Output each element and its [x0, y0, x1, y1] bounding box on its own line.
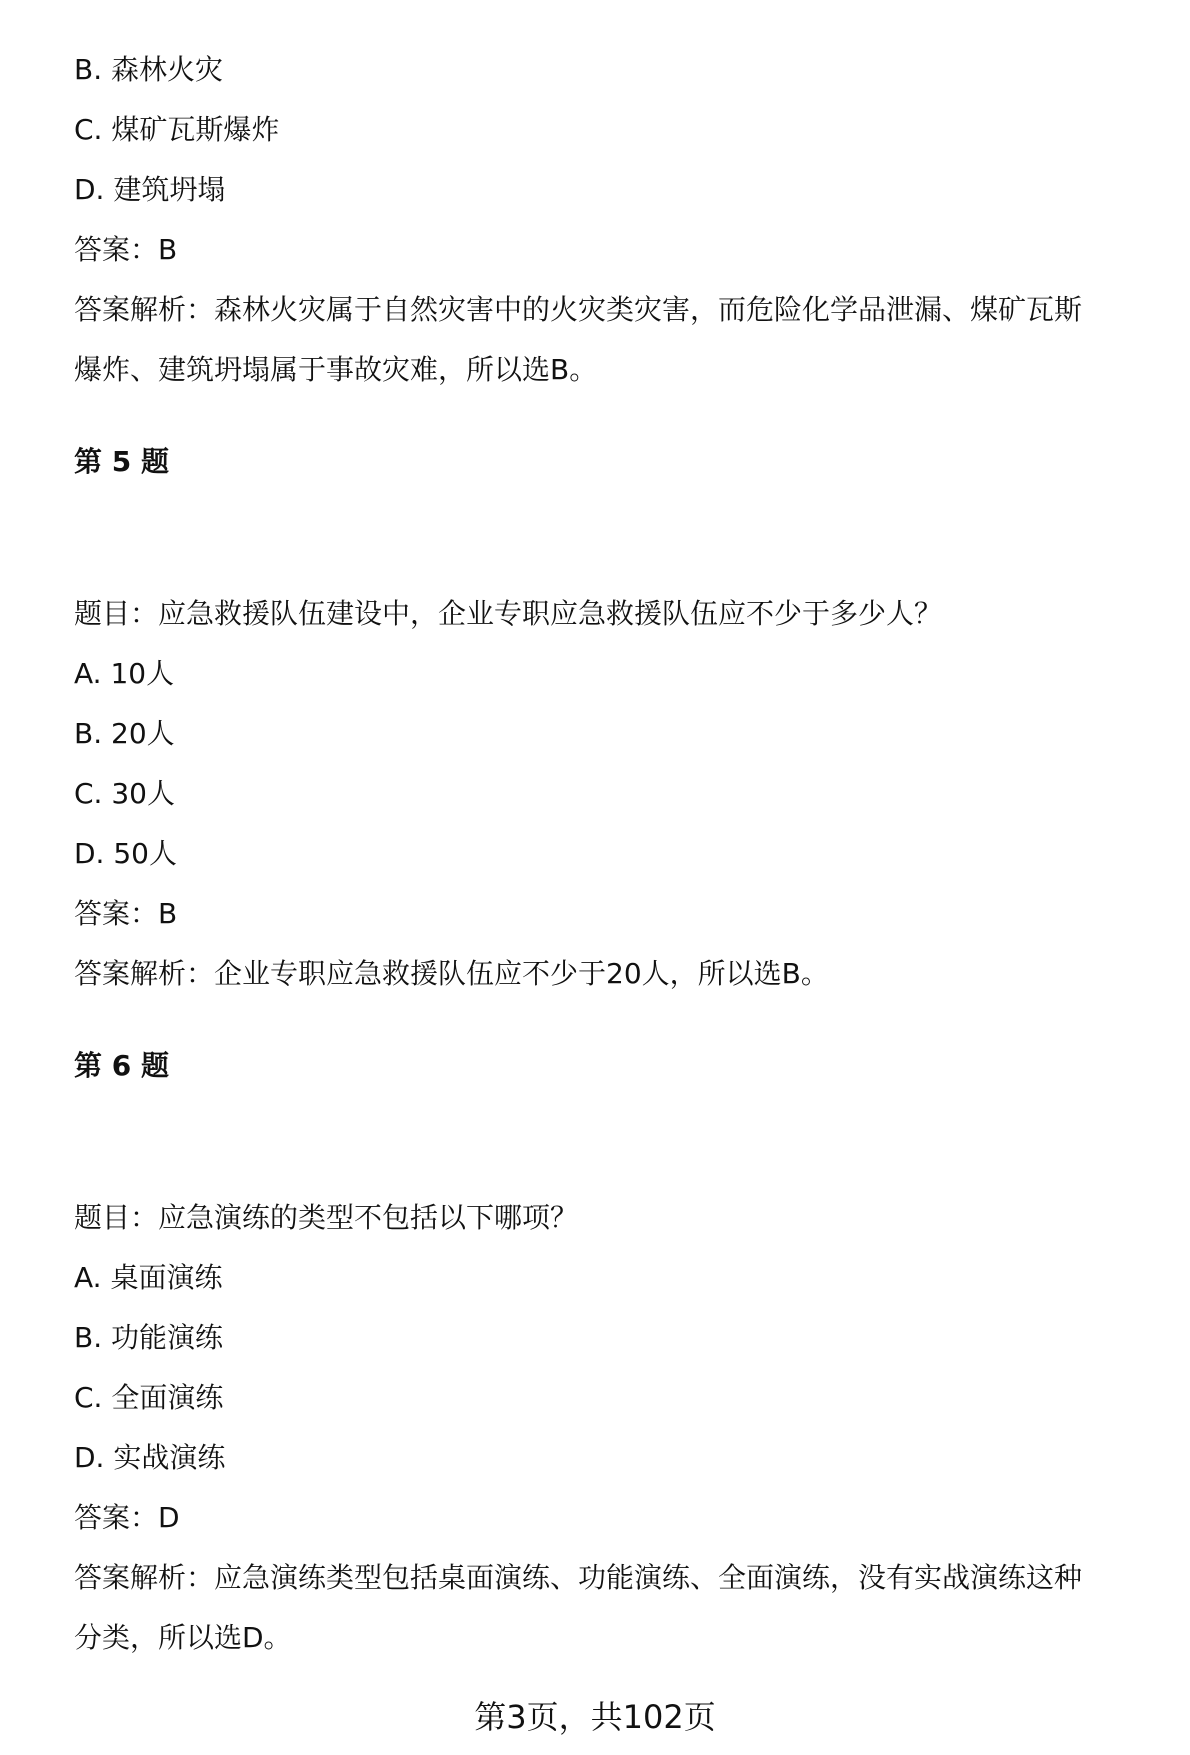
q5-answer: 答案：B [74, 897, 178, 930]
q6-option-d: D. 实战演练 [74, 1441, 226, 1474]
q6-question: 题目：应急演练的类型不包括以下哪项？ [74, 1201, 579, 1234]
q5-option-a: A. 10人 [74, 657, 175, 690]
q6-option-a: A. 桌面演练 [74, 1261, 223, 1294]
q6-heading: 第 6 题 [74, 1049, 169, 1082]
q5-option-d: D. 50人 [74, 837, 177, 870]
q5-question: 题目：应急救援队伍建设中，企业专职应急救援队伍应不少于多少人？ [74, 597, 943, 630]
page-number: 第3页，共102页 [474, 1698, 716, 1736]
q6-option-b: B. 功能演练 [74, 1321, 224, 1354]
q4-option-b: B. 森林火灾 [74, 53, 224, 86]
q5-option-c: C. 30人 [74, 777, 175, 810]
q4-option-c: C. 煤矿瓦斯爆炸 [74, 113, 280, 146]
q4-explanation-line1: 答案解析：森林火灾属于自然灾害中的火灾类灾害，而危险化学品泄漏、煤矿瓦斯 [74, 293, 1083, 326]
q4-explanation-line2: 爆炸、建筑坍塌属于事故灾难，所以选B。 [74, 353, 598, 386]
q4-option-d: D. 建筑坍塌 [74, 173, 226, 206]
q6-explanation-line2: 分类，所以选D。 [74, 1621, 292, 1654]
q5-option-b: B. 20人 [74, 717, 175, 750]
q5-heading: 第 5 题 [74, 445, 169, 478]
q6-answer: 答案：D [74, 1501, 180, 1534]
q6-option-c: C. 全面演练 [74, 1381, 224, 1414]
q5-explanation: 答案解析：企业专职应急救援队伍应不少于20人，所以选B。 [74, 957, 829, 990]
q4-answer: 答案：B [74, 233, 178, 266]
q6-explanation-line1: 答案解析：应急演练类型包括桌面演练、功能演练、全面演练，没有实战演练这种 [74, 1561, 1083, 1594]
